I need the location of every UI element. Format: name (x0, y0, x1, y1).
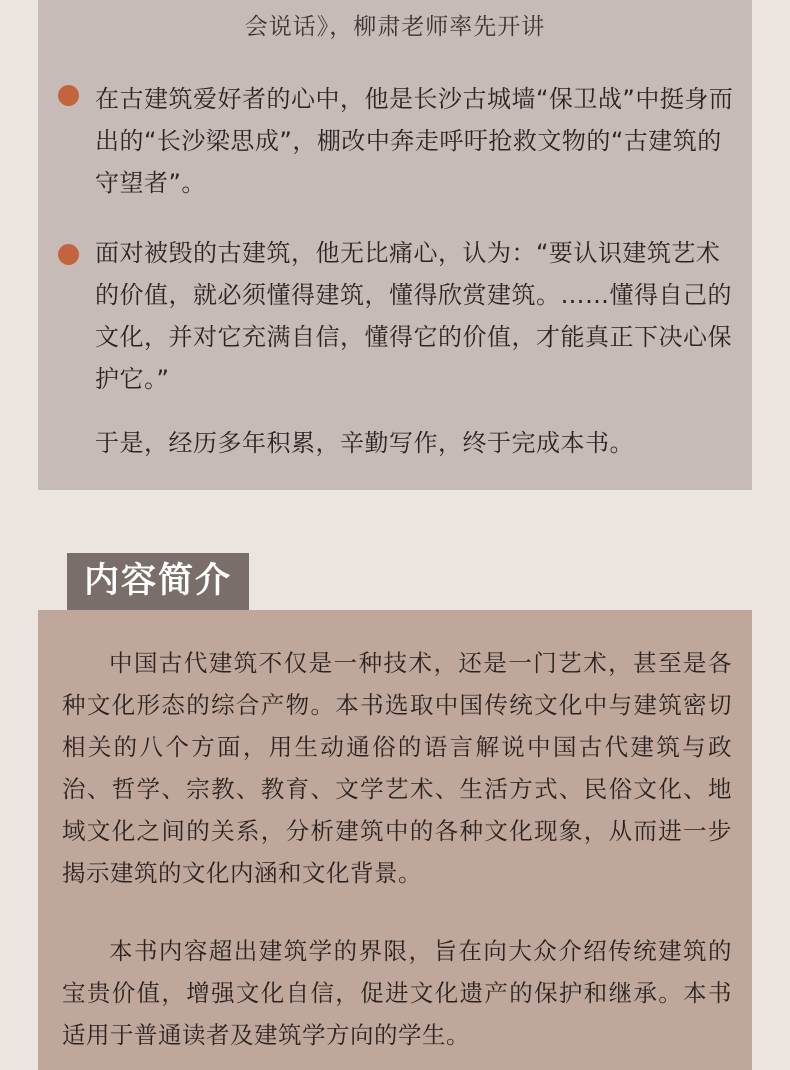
author-highlights-panel (38, 0, 752, 490)
bullet-text: 面对被毁的古建筑，他无比痛心，认为：“要认识建筑艺术的价值，就必须懂得建筑，懂得欣赏建筑。……懂得自己的文化，并对它充满自信，懂得它的价值，才能真正下决心保护它。” (95, 239, 732, 393)
panel-caption: 会说话》，柳肃老师率先开讲 (244, 14, 546, 40)
summary-paragraph: 中国古代建筑不仅是一种技术，还是一门艺术，甚至是各种文化形态的综合产物。本书选取中国传统文化中与建筑密切相关的八个方面，用生动通俗的语言解说中国古代建筑与政治、哲学、宗教、教育、文学艺术、生活方式、民俗文化、地域文化之间的关系，分析建筑中的各种文化现象，从而进一步揭示建筑的文化内涵和文化背景。 (62, 649, 732, 887)
content-summary-panel (38, 610, 752, 1070)
summary-paragraph: 本书内容超出建筑学的界限，旨在向大众介绍传统建筑的宝贵价值，增强文化自信，促进文化遗产的保护和继承。本书适用于普通读者及建筑学方向的学生。 (62, 937, 732, 1049)
bullet-dot-icon (58, 85, 79, 106)
closing-line: 于是，经历多年积累，辛勤写作，终于完成本书。 (95, 429, 634, 457)
bullet-text: 在古建筑爱好者的心中，他是长沙古城墙“保卫战”中挺身而出的“长沙梁思成”，棚改中奔走呼吁抢救文物的“古建筑的守望者”。 (95, 85, 734, 197)
section-heading: 内容简介 (67, 553, 249, 610)
bullet-dot-icon (58, 244, 79, 265)
